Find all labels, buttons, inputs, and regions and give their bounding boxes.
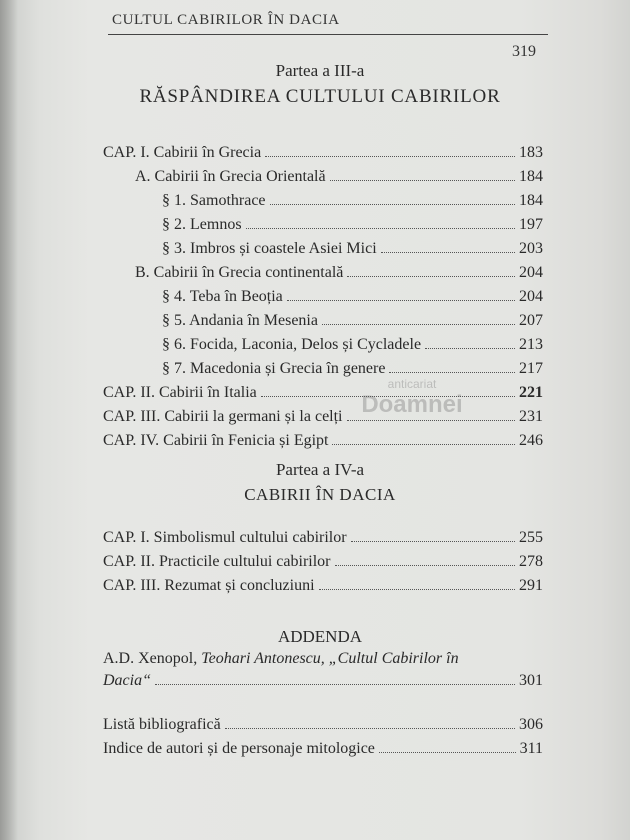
toc-entry-label: § 1. Samothrace: [162, 192, 266, 209]
toc-entry: [162, 216, 543, 238]
toc-entry-label: CAP. II. Cabirii în Italia: [103, 384, 257, 401]
toc-entry: [162, 288, 543, 310]
toc-entry-label: § 3. Imbros și coastele Asiei Mici: [162, 240, 377, 257]
addenda-title-part-2: Dacia“: [103, 672, 151, 689]
dot-leader: [425, 347, 515, 349]
toc-entry: [103, 144, 543, 166]
toc-entry-page: 183: [519, 144, 543, 161]
toc-entry: [103, 577, 543, 599]
toc-entry: [162, 312, 543, 334]
toc-entry-label: A. Cabirii în Grecia Orientală: [135, 168, 326, 185]
dot-leader: [270, 203, 515, 205]
running-head: CULTUL CABIRILOR ÎN DACIA: [112, 12, 340, 28]
dot-leader: [379, 751, 516, 753]
dot-leader: [332, 443, 515, 445]
addenda-author: A.D. Xenopol,: [103, 650, 202, 667]
dot-leader: [246, 227, 515, 229]
dot-leader: [155, 683, 515, 685]
toc-entry-page: 301: [519, 672, 543, 689]
part-3-title: RĂSPÂNDIREA CULTULUI CABIRILOR: [139, 86, 501, 107]
toc-entry-page: 246: [519, 432, 543, 449]
toc-entry: [103, 529, 543, 551]
toc-entry-page: 278: [519, 553, 543, 570]
dot-leader: [287, 299, 515, 301]
toc-entry-label: Indice de autori și de personaje mitologice: [103, 740, 375, 757]
dot-leader: [335, 564, 516, 566]
toc-entry-label: § 2. Lemnos: [162, 216, 242, 233]
toc-entry: [135, 168, 543, 190]
toc-entry-page: 291: [519, 577, 543, 594]
toc-entry-page: 204: [519, 288, 543, 305]
toc-entry-page: 231: [519, 408, 543, 425]
watermark-line-2: Doamnei: [361, 391, 463, 418]
part-4-title: CABIRII ÎN DACIA: [244, 485, 396, 504]
anticariat-watermark-logo: [352, 372, 472, 422]
page-number: 319: [512, 43, 536, 60]
toc-entry: [162, 240, 543, 262]
toc-entry: [103, 408, 543, 430]
toc-entry-label: CAP. I. Cabirii în Grecia: [103, 144, 262, 161]
dot-leader: [322, 323, 515, 325]
dot-leader: [347, 275, 515, 277]
toc-entry-label: Listă bibliografică: [103, 716, 221, 733]
toc-entry-page: 221: [519, 384, 543, 401]
watermark-line-1: anticariat: [387, 377, 437, 391]
toc-entry: [103, 672, 543, 694]
toc-entry: [103, 553, 543, 575]
toc-entry-label: § 6. Focida, Laconia, Delos și Cycladele: [162, 336, 422, 353]
dot-leader: [330, 179, 515, 181]
toc-entry-page: 197: [519, 216, 543, 233]
toc-entry-page: 255: [519, 529, 543, 546]
toc-entry-page: 311: [519, 740, 543, 757]
toc-entry-label: § 4. Teba în Beoția: [162, 288, 283, 305]
dot-leader: [265, 155, 515, 157]
toc-entry-page: 204: [519, 264, 543, 281]
addenda-title-part-1: Teohari Antonescu, „Cultul Cabirilor în: [201, 650, 459, 667]
toc-entry-label: CAP. IV. Cabirii în Fenicia și Egipt: [103, 432, 329, 449]
toc-entry-page: 213: [519, 336, 543, 353]
dot-leader: [351, 540, 515, 542]
addenda-entry-line-1: [103, 650, 459, 668]
toc-entry: [103, 740, 543, 762]
toc-entry: [103, 432, 543, 454]
dot-leader: [381, 251, 515, 253]
toc-entry-page: 184: [519, 168, 543, 185]
toc-entry: [135, 264, 543, 286]
toc-entry-label: CAP. III. Cabirii la germani și la celți: [103, 408, 343, 425]
toc-entry: [162, 336, 543, 358]
toc-entry-label: CAP. I. Simbolismul cultului cabirilor: [103, 529, 347, 546]
addenda-heading: ADDENDA: [277, 627, 363, 646]
part-4-label: Partea a IV-a: [275, 460, 365, 479]
header-rule: [108, 34, 548, 35]
part-3-label: Partea a III-a: [275, 61, 365, 80]
toc-entry-label: B. Cabirii în Grecia continentală: [135, 264, 344, 281]
toc-entry-page: 203: [519, 240, 543, 257]
toc-entry-page: 217: [519, 360, 543, 377]
toc-entry-label: CAP. II. Practicile cultului cabirilor: [103, 553, 331, 570]
dot-leader: [319, 588, 515, 590]
toc-entry-page: 306: [519, 716, 543, 733]
toc-entry: [103, 716, 543, 738]
toc-entry-label: § 7. Macedonia și Grecia în genere: [162, 360, 386, 377]
toc-entry-label: § 5. Andania în Mesenia: [162, 312, 318, 329]
toc-entry: [162, 192, 543, 214]
toc-entry: [103, 384, 543, 406]
toc-entry-page: 207: [519, 312, 543, 329]
page-gutter-shadow: [0, 0, 18, 840]
toc-entry-page: 184: [519, 192, 543, 209]
dot-leader: [225, 727, 515, 729]
toc-entry-label: CAP. III. Rezumat și concluziuni: [103, 577, 315, 594]
